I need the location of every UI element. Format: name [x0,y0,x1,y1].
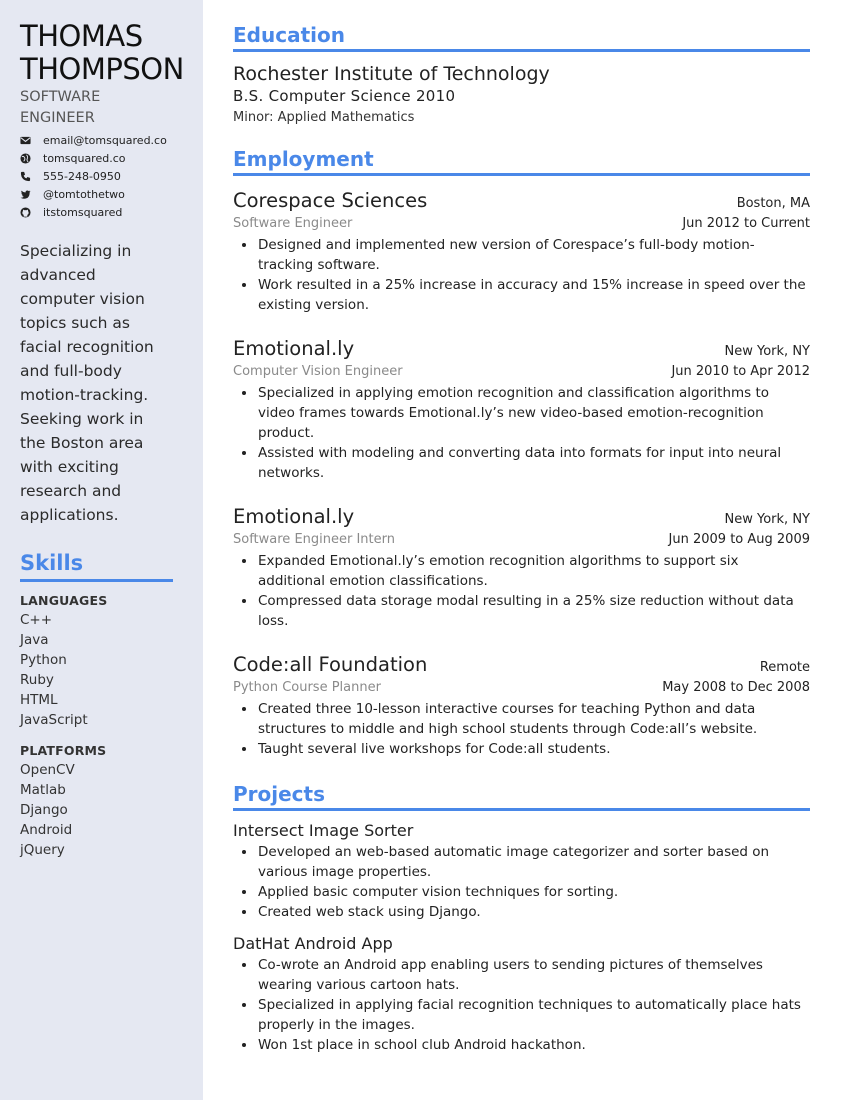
job-location: New York, NY [724,512,810,527]
bullet-line: networks. [258,465,325,481]
contact-email[interactable] [20,131,200,149]
summary-line: with exciting [20,458,119,476]
summary-line: facial recognition [20,338,154,356]
job-title-line-2: ENGINEER [20,110,95,126]
envelope-icon [20,135,43,146]
skills-heading: Skills [20,549,173,582]
contact-website-text[interactable]: tomsquared.co [43,151,126,165]
project-bullets [233,842,810,922]
contact-github-text[interactable]: itstomsquared [43,205,123,219]
summary-line: applications. [20,506,119,524]
summary-line: Specializing in [20,242,132,260]
name-line-2: THOMPSON [20,52,184,86]
bullet-line: Co-wrote an Android app enabling users to sending pictures of themselves [258,957,763,973]
job-role: Computer Vision Engineer [233,364,403,379]
languages-title: LANGUAGES [20,593,108,608]
degree: B.S. Computer Science 2010 [233,87,456,105]
job-bullets [233,699,810,759]
contact-twitter[interactable] [20,185,200,203]
skill-item: Django [20,802,68,818]
employment-heading: Employment [233,146,810,176]
skill-item: Java [20,632,49,648]
education-heading: Education [233,22,810,52]
bullet-item [233,882,810,902]
bullet-line: product. [258,425,315,441]
summary-line: topics such as [20,314,130,332]
job-entry [233,505,810,631]
bullet-line: Specialized in applying emotion recognition and classification algorithms to [258,385,770,401]
bullet-line: Compressed data storage modal resulting in a 25% size reduction without data [258,593,794,609]
bullet-item [233,383,810,443]
contact-phone[interactable] [20,167,200,185]
summary-line: Seeking work in [20,410,144,428]
bullet-line: tracking software. [258,257,380,273]
bullet-line: Designed and implemented new version of Corespace’s full-body motion- [258,237,755,253]
bullet-line: Work resulted in a 25% increase in accuracy and 15% increase in speed over the [258,277,806,293]
company-name: Emotional.ly [233,505,355,528]
bullet-line: wearing various cartoon hats. [258,977,460,993]
bullet-line: additional emotion classifications. [258,573,488,589]
job-entry [233,337,810,483]
bullet-line: video frames towards Emotional.ly’s new video-based emotion-recognition [258,405,764,421]
summary-line: the Boston area [20,434,144,452]
job-bullets [233,551,810,631]
bullet-item [233,591,810,631]
phone-icon [20,171,43,182]
skill-item: jQuery [20,842,65,858]
job-role: Software Engineer Intern [233,532,395,547]
summary-line: computer vision [20,290,145,308]
bullet-item [233,739,810,759]
contact-phone-text[interactable]: 555-248-0950 [43,169,121,183]
skill-item: Android [20,822,73,838]
contact-twitter-text[interactable]: @tomtothetwo [43,187,125,201]
job-title-line-1: SOFTWARE [20,89,101,105]
twitter-icon [20,189,43,200]
bullet-item [233,842,810,882]
job-bullets [233,383,810,483]
bullet-item [233,1035,810,1055]
skill-item: OpenCV [20,762,75,778]
job-title [20,87,180,129]
job-dates: Jun 2012 to Current [682,216,810,231]
bullet-line: Created three 10-lesson interactive courses for teaching Python and data [258,701,756,717]
contact-website[interactable] [20,149,200,167]
contact-email-text[interactable]: email@tomsquared.co [43,133,167,147]
job-entry [233,653,810,759]
bullet-line: Developed an web-based automatic image categorizer and sorter based on [258,844,770,860]
bullet-item [233,955,810,995]
bullet-line: Applied basic computer vision techniques for sorting. [258,884,619,900]
bullet-line: Specialized in applying facial recognition techniques to automatically place hats [258,997,801,1013]
bullet-item [233,995,810,1035]
skill-item: C++ [20,612,53,628]
bullet-item [233,235,810,275]
project-entry [233,933,810,1055]
platforms-title: PLATFORMS [20,743,107,758]
job-role: Software Engineer [233,216,353,231]
project-name: DatHat Android App [233,934,393,953]
skill-item: Matlab [20,782,66,798]
job-dates: Jun 2009 to Aug 2009 [668,532,810,547]
bullet-line: Won 1st place in school club Android hackathon. [258,1037,586,1053]
project-name: Intersect Image Sorter [233,821,414,840]
project-entry [233,820,810,922]
bullet-line: existing version. [258,297,370,313]
globe-icon [20,153,43,164]
job-location: New York, NY [724,344,810,359]
project-bullets [233,955,810,1055]
bullet-item [233,275,810,315]
bullet-line: Assisted with modeling and converting data into formats for input into neural [258,445,782,461]
job-bullets [233,235,810,315]
job-location: Remote [759,660,810,675]
summary-line: advanced [20,266,96,284]
projects-heading: Projects [233,781,810,811]
bullet-item [233,551,810,591]
summary-line: research and [20,482,122,500]
skill-item: HTML [20,692,58,708]
bullet-line: Created web stack using Django. [258,904,481,920]
name-line-1: THOMAS [20,19,143,53]
summary-line: and full-body [20,362,122,380]
job-dates: Jun 2010 to Apr 2012 [671,364,810,379]
bullet-line: various image properties. [258,864,432,880]
job-dates: May 2008 to Dec 2008 [662,680,810,695]
bullet-item [233,902,810,922]
github-icon [20,207,43,218]
summary [20,239,180,527]
bullet-item [233,699,810,739]
contact-github[interactable] [20,203,200,221]
education-entry [233,62,810,128]
school-name: Rochester Institute of Technology [233,63,550,85]
summary-line: motion-tracking. [20,386,149,404]
bullet-line: properly in the images. [258,1017,415,1033]
company-name: Emotional.ly [233,337,355,360]
skill-item: Python [20,652,67,668]
bullet-line: Expanded Emotional.ly’s emotion recognition algorithms to support six [258,553,739,569]
job-role: Python Course Planner [233,680,381,695]
bullet-item [233,443,810,483]
job-entry [233,189,810,315]
sidebar [0,0,203,1100]
job-location: Boston, MA [736,196,810,211]
skill-item: JavaScript [20,712,88,728]
company-name: Code:all Foundation [233,653,428,676]
minor: Minor: Applied Mathematics [233,110,415,125]
skill-item: Ruby [20,672,54,688]
bullet-line: structures to middle and high school students through Code:all’s website. [258,721,758,737]
company-name: Corespace Sciences [233,189,428,212]
contact-list [20,131,200,221]
platforms-group [20,742,190,860]
bullet-line: loss. [258,613,289,629]
languages-group [20,592,190,730]
bullet-line: Taught several live workshops for Code:all students. [258,741,611,757]
person-name [20,20,200,86]
